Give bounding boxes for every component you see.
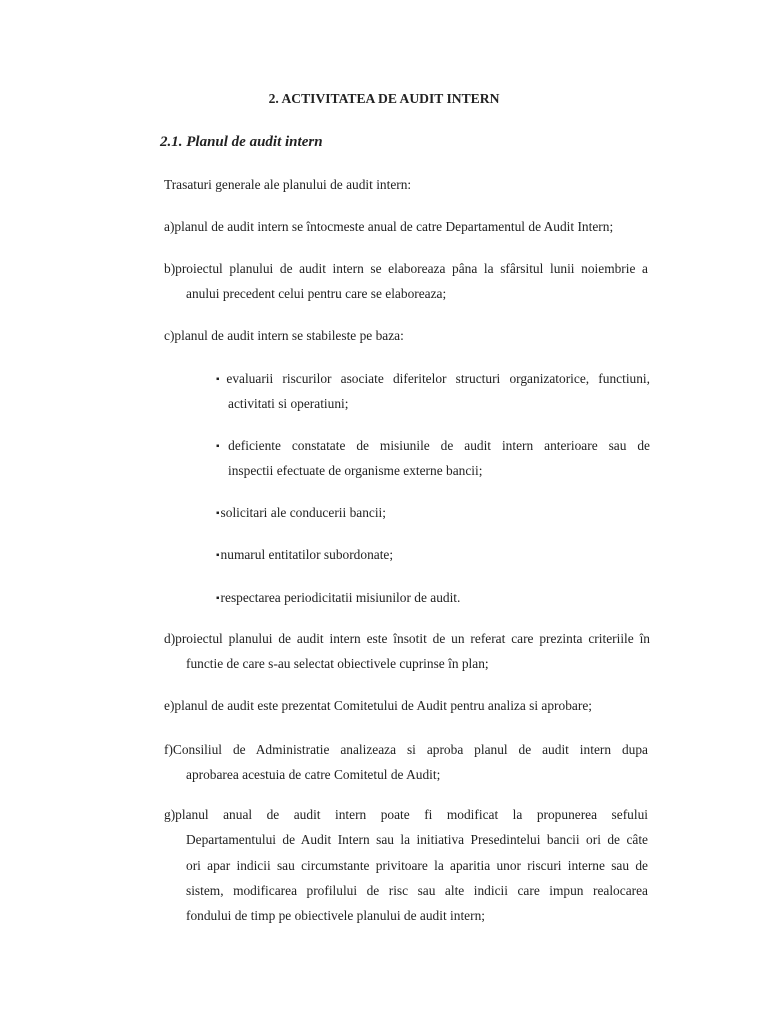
bullet-item-4: ▪ numarul entitatilor subordonate; bbox=[216, 546, 393, 566]
bullet-item-2-line-2: inspectii efectuate de organisme externe bancii; bbox=[228, 463, 483, 478]
item-b-line-2: anului precedent celui pentru care se elaboreaza; bbox=[186, 286, 447, 301]
item-g-line-1: g)planul anual de audit intern poate fi modificat la propunerea sefului bbox=[164, 807, 648, 822]
bullet-item-1-line-1: ▪ evaluarii riscurilor asociate diferitelor structuri organizatorice, functiuni, bbox=[216, 370, 650, 390]
item-f-line-1: f)Consiliul de Administratie analizeaza si aproba planul de audit intern dupa bbox=[164, 742, 648, 757]
item-f-line-2: aprobarea acestuia de catre Comitetul de Audit; bbox=[186, 767, 441, 782]
item-g-line-2: Departamentului de Audit Intern sau la initiativa Presedintelui bancii ori de câte bbox=[186, 832, 648, 847]
item-g-line-3: ori apar indicii sau circumstante privitoare la aparitia unor riscuri interne sau de bbox=[186, 858, 648, 873]
bullet-item-2-line-1: ▪ deficiente constatate de misiunile de audit intern anterioare sau de bbox=[216, 437, 650, 457]
item-e: e)planul de audit este prezentat Comitetului de Audit pentru analiza si aprobare; bbox=[164, 698, 592, 713]
item-g-line-4: sistem, modificarea profilului de risc sau alte indicii care impun realocarea bbox=[186, 883, 648, 898]
item-b-line-1: b)proiectul planului de audit intern se elaboreaza pâna la sfârsitul lunii noiembrie a bbox=[164, 261, 648, 276]
item-c: c)planul de audit intern se stabileste pe baza: bbox=[164, 328, 404, 343]
item-a: a)planul de audit intern se întocmeste anual de catre Departamentul de Audit Intern; bbox=[164, 219, 614, 234]
bullet-item-5: ▪ respectarea periodicitatii misiunilor de audit. bbox=[216, 589, 460, 609]
intro-text: Trasaturi generale ale planului de audit intern: bbox=[164, 177, 412, 192]
bullet-item-1-line-2: activitati si operatiuni; bbox=[228, 396, 349, 411]
item-d-line-2: functie de care s-au selectat obiectivele cuprinse în plan; bbox=[186, 656, 489, 671]
item-d-line-1: d)proiectul planului de audit intern este însotit de un referat care prezinta criteriile în bbox=[164, 631, 650, 646]
subsection-heading: 2.1. Planul de audit intern bbox=[160, 134, 323, 150]
bullet-item-3: ▪ solicitari ale conducerii bancii; bbox=[216, 504, 386, 524]
item-g-line-5: fondului de timp pe obiectivele planului de audit intern; bbox=[186, 908, 485, 923]
section-heading: 2. ACTIVITATEA DE AUDIT INTERN bbox=[268, 91, 500, 106]
